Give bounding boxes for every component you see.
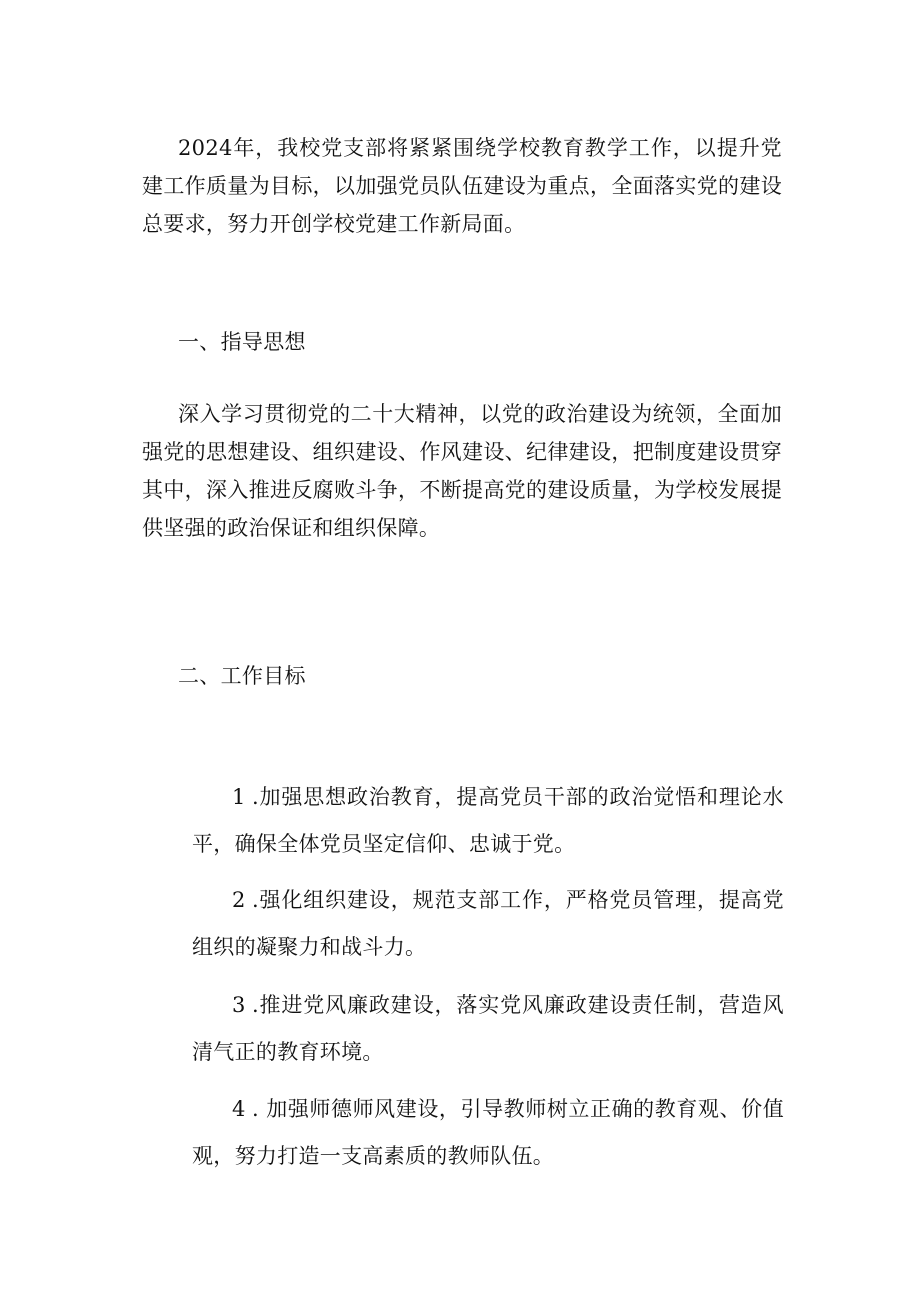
section-heading-work-goals: 二、工作目标 (178, 664, 306, 688)
goal-number: 3 (232, 993, 246, 1017)
goal-number: 1 (232, 785, 246, 809)
guiding-ideology-paragraph: 深入学习贯彻党的二十大精神，以党的政治建设为统领，全面加强党的思想建设、组织建设、作风建设、纪律建设，把制度建设贯穿其中，深入推进反腐败斗争，不断提高党的建设质量，为学校发展提供坚强的政治保证和组织保障。 (142, 402, 782, 540)
goal-item-1 (192, 774, 784, 868)
goal-item-4 (192, 1086, 784, 1180)
goal-text: . 加强师德师风建设，引导教师树立正确的教育观、价值观，努力打造一支高素质的教师队伍。 (192, 1097, 784, 1168)
goal-number: 2 (232, 888, 246, 912)
goal-text: .加强思想政治教育，提高党员干部的政治觉悟和理论水平，确保全体党员坚定信仰、忠诚于党。 (192, 785, 784, 856)
goal-text: .推进党风廉政建设，落实党风廉政建设责任制，营造风清气正的教育环境。 (192, 993, 784, 1064)
goal-item-2 (192, 877, 784, 971)
intro-paragraph: 2024年，我校党支部将紧紧围绕学校教育教学工作，以提升党建工作质量为目标，以加强党员队伍建设为重点，全面落实党的建设总要求，努力开创学校党建工作新局面。 (142, 136, 782, 236)
goal-text: .强化组织建设，规范支部工作，严格党员管理，提高党组织的凝聚力和战斗力。 (192, 888, 784, 959)
section-heading-guiding-ideology: 一、指导思想 (178, 330, 306, 354)
goal-item-3 (192, 982, 784, 1076)
goal-number: 4 (232, 1097, 246, 1121)
